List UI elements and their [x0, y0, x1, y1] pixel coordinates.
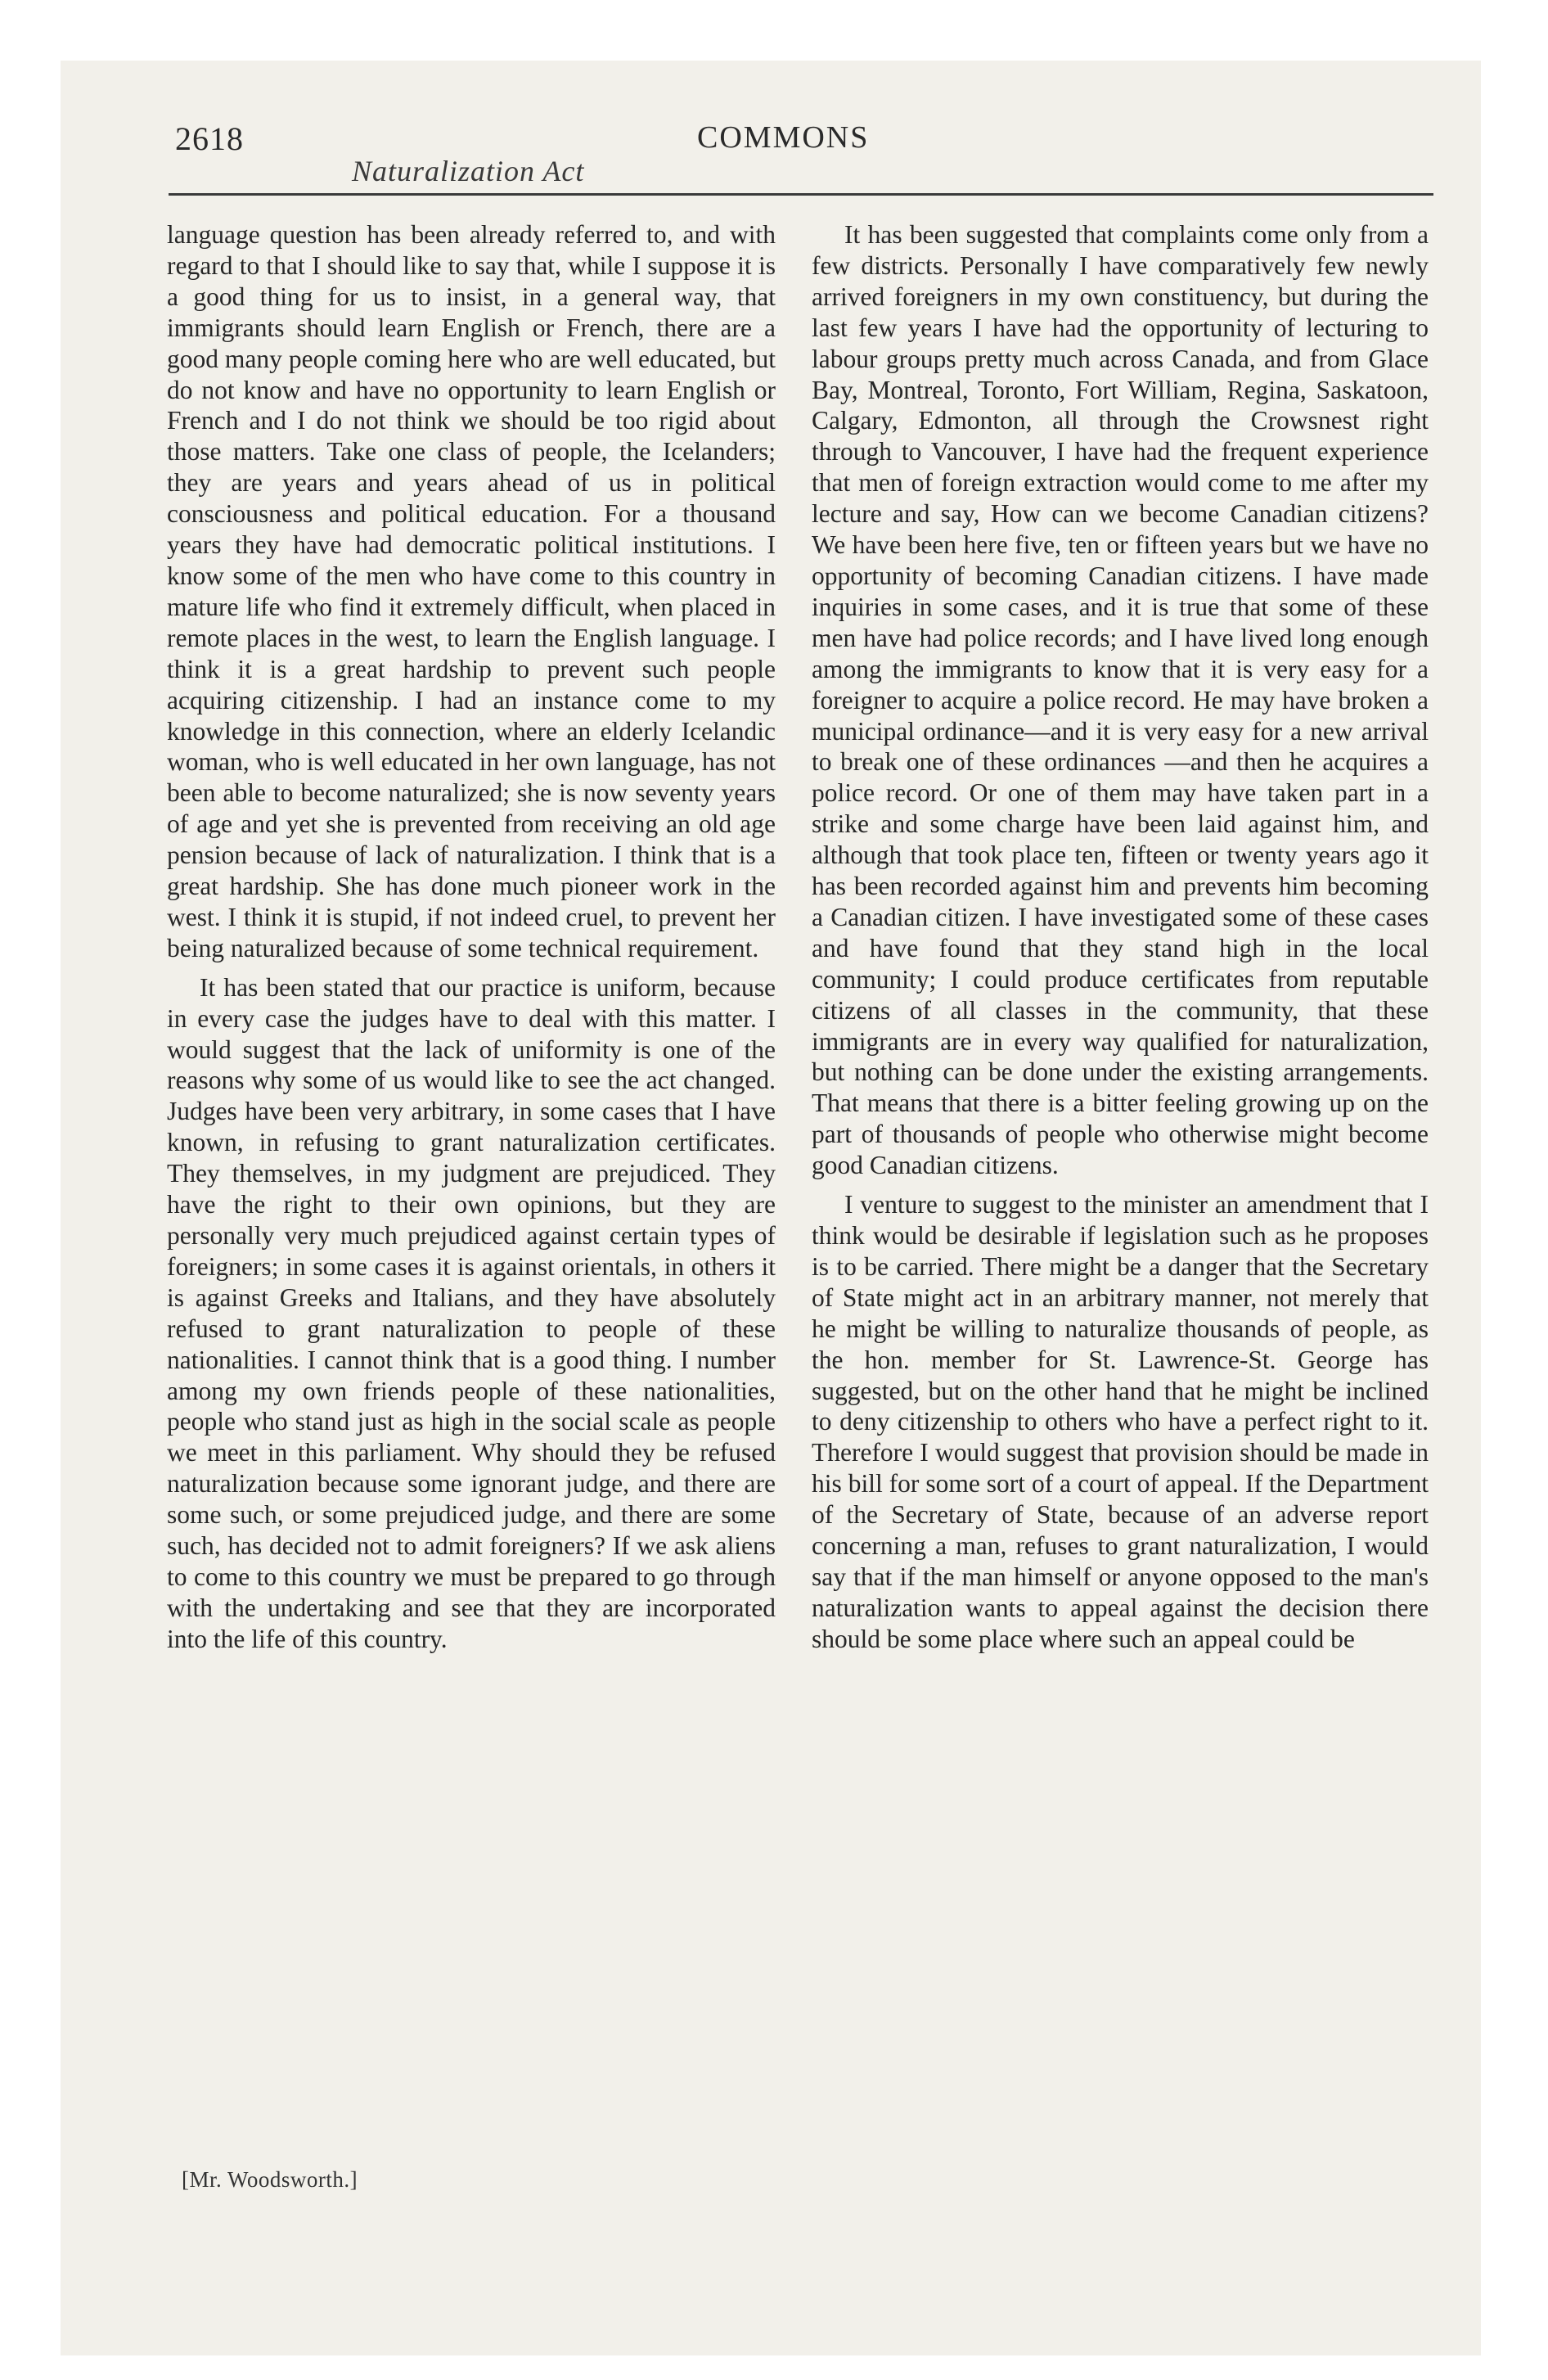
speaker-attribution: [Mr. Woodsworth.] — [182, 2167, 358, 2192]
header-rule — [169, 193, 1433, 196]
paragraph: I venture to suggest to the minister an amendment that I think would be desirable if legislation such as he proposes is to be carried. There might be a danger that the Secretary of State might act in an arbitrary manner, not merely that he might be willing to naturalize thousands of people, as the hon. member for St. Lawrence-St. George has suggested, but on the other hand that he might be inclined to deny citizenship to others who have a perfect right to it. Therefore I would suggest that provision should be made in his bill for some sort of a court of appeal. If the Department of the Secretary of State, because of an adverse report concerning a man, refuses to grant naturalization, I would say that if the man himself or anyone opposed to the man's naturalization wants to appeal against the decision there should be some place where such an appeal could be — [812, 1190, 1429, 1653]
page-number: 2618 — [175, 120, 244, 157]
paragraph: language question has been already referred to, and with regard to that I should like to say that, while I suppose it is a good thing for us to insist, in a general way, that immigrants should learn English or French, there are a good many people coming here who are well educated, but do not know and have no opportunity to learn English or French and I do not think we should be too rigid about those matters. Take one class of people, the Icelanders; they are years and years ahead of us in political consciousness and political education. For a thousand years they have had democratic political institutions. I know some of the men who have come to this country in mature life who find it extremely difficult, when placed in remote places in the west, to learn the English language. I think it is a great hardship to prevent such people acquiring citizenship. I had an instance come to my knowledge in this connection, where an elderly Icelandic woman, who is well educated in her own language, has not been able to become naturalized; she is now seventy years of age and yet she is prevented from receiving an old age pension because of lack of naturalization. I think that is a great hardship. She has done much pioneer work in the west. I think it is stupid, if not indeed cruel, to prevent her being naturalized because of some technical requirement. — [167, 220, 776, 962]
paragraph: It has been suggested that complaints come only from a few districts. Personally I have comparatively few newly arrived foreigners in my own constituency, but during the last few years I have had the opportunity of lecturing to labour groups pretty much across Canada, and from Glace Bay, Montreal, Toronto, Fort William, Regina, Saskatoon, Calgary, Edmonton, all through the Crowsnest right through to Vancouver, I have had the frequent experience that men of foreign extraction would come to me after my lecture and say, How can we become Canadian citizens? We have been here five, ten or fifteen years but we have no opportunity of becoming Canadian citizens. I have made inquiries in some cases, and it is true that some of these men have had police records; and I have lived long enough among the immigrants to know that it is very easy for a foreigner to acquire a police record. He may have broken a municipal ordinance—and it is very easy for a new arrival to break one of these ordinances —and then he acquires a police record. Or one of them may have taken part in a strike and some charge have been laid against him, and although that took place ten, fifteen or twenty years ago it has been recorded against him and prevents him becoming a Canadian citizen. I have investigated some of these cases and have found that they stand high in the local community; I could produce certificates from reputable citizens of all classes in the community, that these immigrants are in every way qualified for naturalization, but nothing can be done under the existing arrangements. That means that there is a bitter feeling growing up on the part of thousands of people who otherwise might become good Canadian citizens. — [812, 220, 1429, 1180]
running-head: COMMONS — [697, 120, 870, 155]
paragraph: It has been stated that our practice is uniform, because in every case the judges have to deal with this matter. I would suggest that the lack of uniformity is one of the reasons why some of us would like to see the act changed. Judges have been very arbitrary, in some cases that I have known, in refusing to grant naturalization certificates. They themselves, in my judgment are prejudiced. They have the right to their own opinions, but they are personally very much prejudiced against certain types of foreigners; in some cases it is against orientals, in others it is against Greeks and Italians, and they have absolutely refused to grant naturalization to people of these nationalities. I cannot think that is a good thing. I number among my own friends people of these nationalities, people who stand just as high in the social scale as people we meet in this parliament. Why should they be refused naturalization because some ignorant judge, and there are some such, or some prejudiced judge, and there are some such, has decided not to admit foreigners? If we ask aliens to come to this country we must be prepared to go through with the undertaking and see that they are incorporated into the life of this country. — [167, 972, 776, 1653]
left-column — [167, 219, 776, 1655]
section-title: Naturalization Act — [352, 155, 585, 187]
right-column — [812, 219, 1429, 1655]
